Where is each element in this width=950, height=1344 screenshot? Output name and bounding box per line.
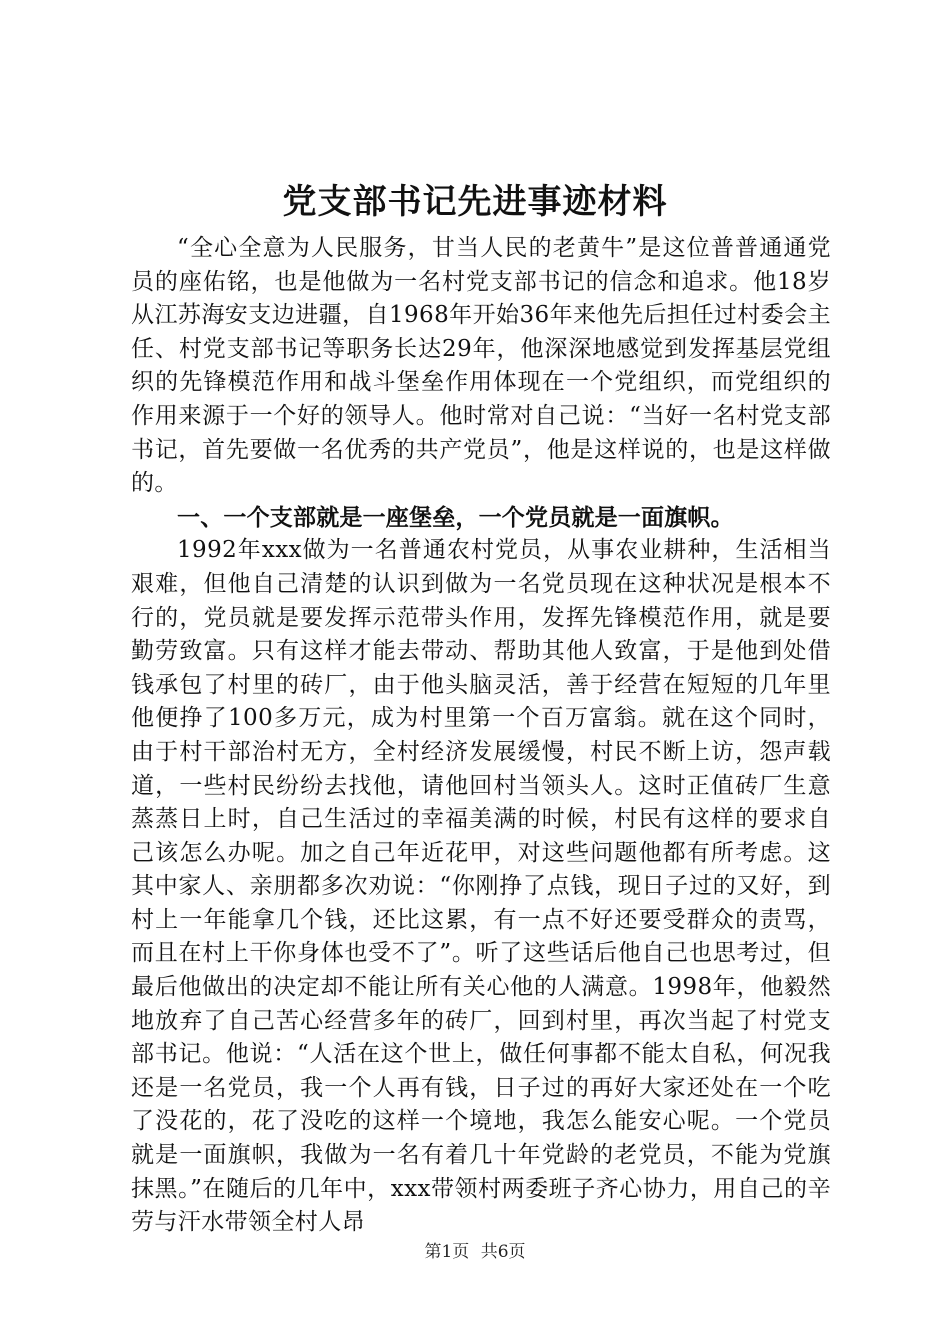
intro-paragraph: “全心全意为人民服务，甘当人民的老黄牛”是这位普普通通党员的座佑铭，也是他做为一名村党支部书记的信念和追求。他18岁从江苏海安支边进疆，自1968年开始36年来他先后担任过村委会主任、村党支部书记等职务长达29年，他深深地感觉到发挥基层党组织的先锋模范作用和战斗堡垒作用体现在一个党组织，而党组织的作用来源于一个好的领导人。他时常对自己说：“当好一名村党支部书记，首先要做一名优秀的共产党员”，他是这样说的，也是这样做的。 <box>131 235 831 497</box>
document-title: 党支部书记先进事迹材料 <box>282 182 668 222</box>
document-body <box>131 232 831 1240</box>
page-footer <box>0 1241 950 1263</box>
section-paragraph: 1992年xxx做为一名普通农村党员，从事农业耕种，生活相当艰难，但他自己清楚的认识到做为一名党员现在这种状况是根本不行的，党员就是要发挥示范带头作用，发挥先锋模范作用，就是要勤劳致富。只有这样才能去带动、帮助其他人致富，于是他到处借钱承包了村里的砖厂，由于他头脑灵活，善于经营在短短的几年里他便挣了100多万元，成为村里第一个百万富翁。就在这个同时，由于村干部治村无方，全村经济发展缓慢，村民不断上访，怨声载道，一些村民纷纷去找他，请他回村当领头人。这时正值砖厂生意蒸蒸日上时，自己生活过的幸福美满的时候，村民有这样的要求自己该怎么办呢。加之自己年近花甲，对这些问题他都有所考虑。这其中家人、亲朋都多次劝说：“你刚挣了点钱，现日子过的又好，到村上一年能拿几个钱，还比这累，有一点不好还要受群众的责骂，而且在村上干你身体也受不了”。听了这些话后他自己也思考过，但最后他做出的决定却不能让所有关心他的人满意。1998年，他毅然地放弃了自己苦心经营多年的砖厂，回到村里，再次当起了村党支部书记。他说：“人活在这个世上，做任何事都不能太自私，何况我还是一名党员，我一个人再有钱，日子过的再好大家还处在一个吃了没花的，花了没吃的这样一个境地，我怎么能安心呢。一个党员就是一面旗帜，我做为一名有着几十年党龄的老党员，不能为党旗抹黑。”在随后的几年中，xxx带领村两委班子齐心协力，用自己的辛劳与汗水带领全村人昂 <box>131 537 831 1236</box>
page-total: 共6页 <box>480 1242 526 1262</box>
section-heading: 一、一个支部就是一座堡垒，一个党员就是一面旗帜。 <box>177 503 734 531</box>
page-number: 第1页 <box>424 1242 470 1262</box>
